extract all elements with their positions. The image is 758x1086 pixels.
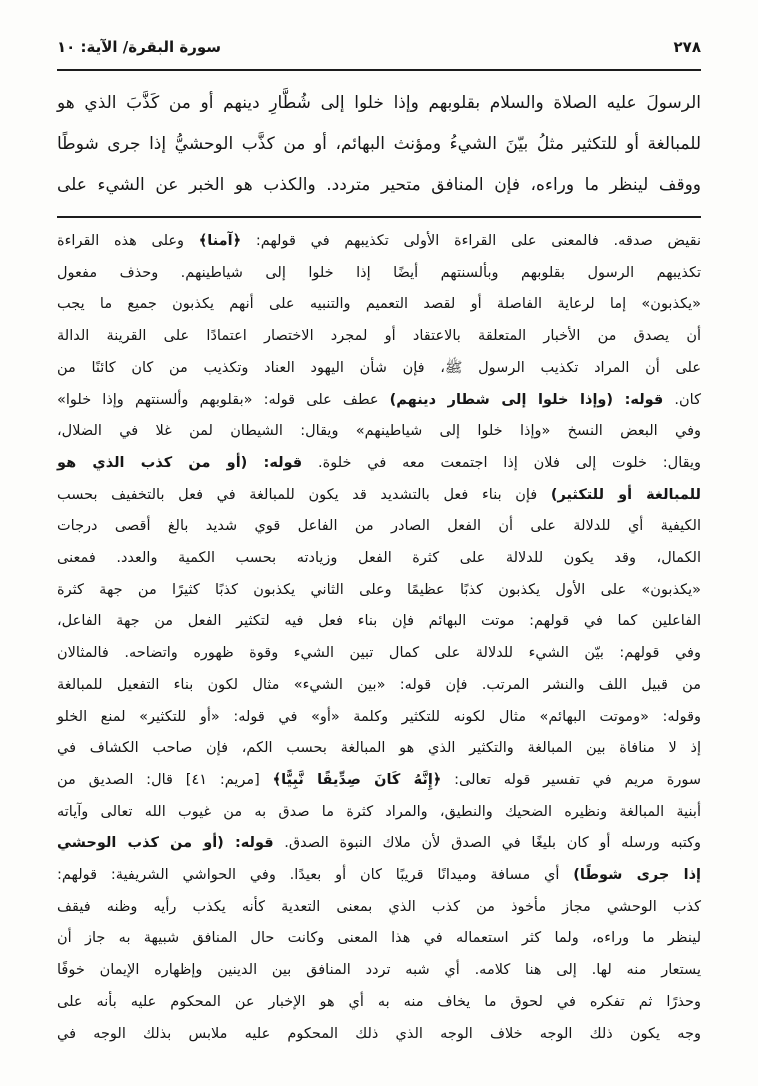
page-header bbox=[57, 38, 701, 64]
footnote-line bbox=[57, 892, 701, 924]
footnote-line bbox=[57, 448, 701, 480]
footnote-line bbox=[57, 385, 701, 417]
text-segment: وكتبه ورسله أو كان بليغًا في الصدق لأن ملاك النبوة الصدق. bbox=[273, 835, 701, 852]
text-segment: [مريم: ٤١] قال: الصديق من bbox=[57, 771, 273, 788]
footnote-line bbox=[57, 606, 701, 638]
footnote-line bbox=[57, 1019, 701, 1051]
footnote-line bbox=[57, 511, 701, 543]
text-segment: لينظر ما وراءه، ولما كثر استعماله في هذا المعنى وكانت حال المنافق شبيهة به جاز أن bbox=[57, 930, 701, 947]
footnote-line bbox=[57, 416, 701, 448]
text-segment: أن يصدق من الأخبار المتعلقة بالاعتقاد أو لمجرد الاختصار اعتمادًا على القرينة الدالة bbox=[57, 328, 701, 345]
text-segment: وجه يكون ذلك الوجه خلاف الوجه الذي ذلك المحكوم عليه ملابس بذلك الوجه في bbox=[57, 1025, 701, 1042]
text-segment: فإن بناء فعل بالتشديد قد يكون للمبالغة في فعل بالتخفيف بحسب bbox=[57, 486, 551, 503]
text-segment: سورة مريم في تفسير قوله تعالى: bbox=[441, 771, 702, 788]
text-segment: تكذيبهم الرسول بقلوبهم وبألسنتهم أيضًا إذا خلوا إلى شياطينهم. وحذف مفعول bbox=[57, 264, 701, 281]
footnote-line bbox=[57, 797, 701, 829]
footnote-separator-rule bbox=[57, 216, 701, 218]
text-segment: «يكذبون» على الأول يكذبون كذبًا عظيمًا وعلى الثاني يكذبون كذبًا كثيرًا من جهة كثرة bbox=[57, 581, 701, 598]
text-segment: كان. bbox=[663, 391, 701, 408]
footnote-line bbox=[57, 226, 701, 258]
footnote-line bbox=[57, 670, 701, 702]
footnote-line bbox=[57, 955, 701, 987]
footnote-line bbox=[57, 733, 701, 765]
bold-text-segment: ﴿آمنا﴾ bbox=[198, 233, 242, 249]
text-segment: من قبيل اللف والنشر المرتب. فإن قوله: «بين الشيء» مثال لكون بناء التفعيل للمبالغة bbox=[57, 676, 701, 693]
body-line: ووقف لينظر ما وراءه، فإن المنافق متحير متردد. والكذب هو الخبر عن الشيء على bbox=[57, 175, 701, 195]
text-segment: إذ لا منافاة بين المبالغة والتكثير الذي هو المبالغة بحسب الكم، فإن صاحب الكشاف في bbox=[57, 740, 701, 757]
text-segment: الكيفية أي للدلالة على أن الفعل الصادر من الفاعل قوي شديد بالغ أقصى درجات bbox=[57, 518, 701, 535]
body-line: للمبالغة أو للتكثير مثلُ بيّنَ الشيءُ ومؤنث البهائم، أو من كذَّب الوحشيُّ إذا جرى شوطًا bbox=[57, 134, 701, 154]
text-segment: وقوله: «وموتت البهائم» مثال لكونه للتكثير وكلمة «أو» في قوله: «أو للتكثير» لمنع الخلو bbox=[57, 708, 701, 725]
bold-text-segment: ﴿إِنَّهُ كَانَ صِدِّيقًا نَّبِيًّا﴾ bbox=[272, 771, 442, 788]
footnote-text bbox=[57, 226, 701, 1050]
text-segment: وعلى هذه القراءة bbox=[57, 233, 199, 249]
footnote-line bbox=[57, 860, 701, 892]
footnote-line bbox=[57, 923, 701, 955]
text-segment: وفي قولهم: بيّن الشيء للدلالة على كمال تبين الشيء وقوة ظهوره واتضاحه. فالمثالان bbox=[57, 645, 701, 662]
text-segment: الكمال، وقد يكون للدلالة على كثرة الفعل وزيادته بحسب الكمية والعدد. فمعنى bbox=[57, 550, 701, 567]
page-number: ٢٧٨ bbox=[673, 38, 701, 56]
text-segment: أبنية المبالغة ونظيره الضحيك والنطيق، والمراد كثرة ما صدق به من غيوب الله تعالى وآياته bbox=[57, 803, 701, 820]
footnote-line bbox=[57, 258, 701, 290]
text-segment: عطف على قوله: «بقلوبهم وألسنتهم وإذا خلوا» bbox=[57, 391, 390, 408]
footnote-line bbox=[57, 987, 701, 1019]
footnote-line bbox=[57, 575, 701, 607]
header-title: سورة البقرة/ الآية: ١٠ bbox=[57, 38, 222, 56]
footnote-line bbox=[57, 353, 701, 385]
footnote-line bbox=[57, 702, 701, 734]
footnote-line bbox=[57, 638, 701, 670]
text-segment: يستعار منه لها. إلى هنا كلامه. أي شبه تردد المنافق بين الدينين وإظهاره الإيمان خوفًا bbox=[57, 962, 701, 979]
footnote-line bbox=[57, 828, 701, 860]
text-segment: وحذرًا ثم تفكره في لحوق ما يخاف منه به أي هو الإخبار عن المحكوم عليه بأنه على bbox=[57, 993, 701, 1010]
text-segment: نقيض صدقه. فالمعنى على القراءة الأولى تكذيبهم في قولهم: bbox=[241, 233, 701, 249]
body-line: الرسولَ عليه الصلاة والسلام بقلوبهم وإذا خلوا إلى شُطَّارِ دينهم أو من كَذَّبَ الذي هو bbox=[57, 93, 701, 113]
footnote-line bbox=[57, 321, 701, 353]
text-segment: الفاعلين كما في قولهم: موتت البهائم فإن بناء فعل فيه لتكثير الفعل من جهة الفاعل، bbox=[57, 613, 701, 630]
text-segment: «يكذبون» إما لرعاية الفاصلة أو لقصد التعميم والتنبيه على أنهم يكذبون جميع ما يجب bbox=[57, 296, 701, 313]
bold-text-segment: قوله: (أو من كذب الوحشي bbox=[57, 835, 274, 852]
bold-text-segment: للمبالغة أو للتكثير) bbox=[550, 486, 701, 503]
text-segment: كذب الوحشي مجاز مأخوذ من كذب الذي بمعنى التعدية كأنه يكذب رأيه وظنه فيقف bbox=[57, 898, 701, 915]
body-text bbox=[57, 83, 701, 206]
bold-text-segment: إذا جرى شوطًا) bbox=[573, 867, 701, 884]
text-segment: ويقال: خلوت إلى فلان إذا اجتمعت معه في خلوة. bbox=[302, 454, 701, 471]
footnote-line bbox=[57, 480, 701, 512]
text-segment: وفي البعض النسخ «وإذا خلوا إلى شياطينهم» ويقال: الشيطان لمن غلا في الضلال، bbox=[57, 423, 701, 440]
text-segment: على أن المراد تكذيب الرسول ﷺ، فإن شأن اليهود العناد وتكذيب من كان كائنًا من bbox=[57, 359, 701, 376]
footnote-line bbox=[57, 765, 701, 797]
bold-text-segment: قوله: (أو من كذب الذي هو bbox=[57, 454, 303, 471]
footnote-line bbox=[57, 543, 701, 575]
bold-text-segment: قوله: (وإذا خلوا إلى شطار دينهم) bbox=[389, 391, 664, 408]
header-rule bbox=[57, 69, 701, 71]
footnote-line bbox=[57, 289, 701, 321]
text-segment: أي مسافة وميدانًا قريبًا كان أو بعيدًا. وفي الحواشي الشريفية: قولهم: bbox=[57, 867, 574, 884]
